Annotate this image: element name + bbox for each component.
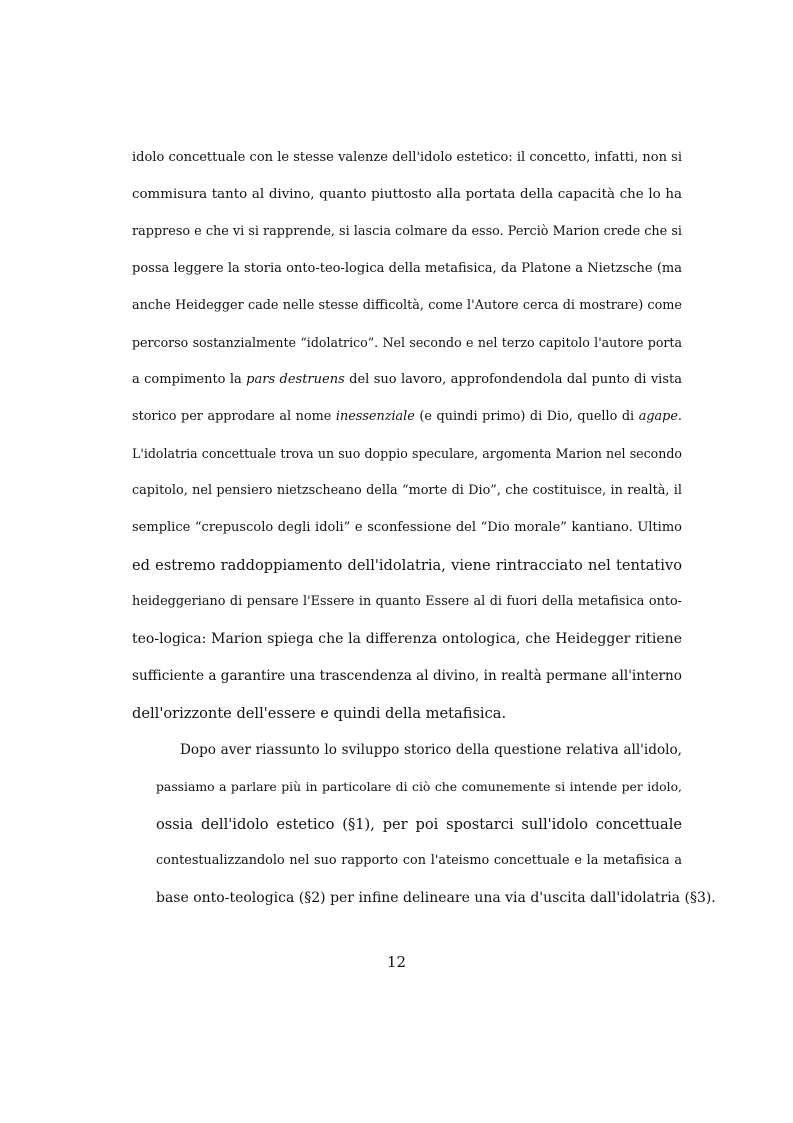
text-line <box>132 372 682 387</box>
text-span: del suo lavoro, approfondendola dal punto di vista <box>344 372 682 387</box>
text-line: heideggeriano di pensare l'Essere in quanto Essere al di fuori della metafisica onto- <box>132 594 682 609</box>
italic-term: inessenziale <box>335 409 415 424</box>
text-line: ed estremo raddoppiamento dell'idolatria, viene rintracciato nel tentativo <box>132 557 682 574</box>
text-line: idolo concettuale con le stesse valenze dell'idolo estetico: il concetto, infatti, non si <box>132 150 682 165</box>
italic-term: agape <box>638 409 678 424</box>
text-span: . <box>677 409 682 424</box>
text-line: percorso sostanzialmente “idolatrico”. Nel secondo e nel terzo capitolo l'autore porta <box>132 335 682 350</box>
text-line: passiamo a parlare più in particolare di ciò che comunemente si intende per idolo, <box>156 779 682 794</box>
page-number: 12 <box>386 953 407 971</box>
text-line: commisura tanto al divino, quanto piuttosto alla portata della capacità che lo ha <box>132 187 682 202</box>
text-line: semplice “crepuscolo degli idoli” e sconfessione del “Dio morale” kantiano. Ultimo <box>132 520 682 535</box>
text-line: Dopo aver riassunto lo sviluppo storico della questione relativa all'idolo, <box>180 742 682 758</box>
text-span: a compimento la <box>132 372 247 387</box>
italic-term: pars destruens <box>246 372 345 387</box>
text-line: L'idolatria concettuale trova un suo doppio speculare, argomenta Marion nel secondo <box>132 446 682 461</box>
text-line: rappreso e che vi si rapprende, si lascia colmare da esso. Perciò Marion crede che si <box>132 224 682 239</box>
text-line: base onto-teologica (§2) per infine delineare una via d'uscita dall'idolatria (§3). <box>156 890 716 906</box>
text-line: contestualizzandolo nel suo rapporto con l'ateismo concettuale e la metafisica a <box>156 853 682 868</box>
text-line <box>132 409 682 424</box>
text-line: possa leggere la storia onto-teo-logica della metafisica, da Platone a Nietzsche (ma <box>132 261 682 276</box>
text-span: (e quindi primo) di Dio, quello di <box>414 409 639 424</box>
text-line: ossia dell'idolo estetico (§1), per poi spostarci sull'idolo concettuale <box>156 816 682 833</box>
text-line: sufficiente a garantire una trascendenza al divino, in realtà permane all'interno <box>132 668 682 684</box>
text-line: dell'orizzonte dell'essere e quindi della metafisica. <box>132 705 507 722</box>
text-line: teo-logica: Marion spiega che la differenza ontologica, che Heidegger ritiene <box>132 631 682 647</box>
text-line: anche Heidegger cade nelle stesse difficoltà, come l'Autore cerca di mostrare) come <box>132 298 682 313</box>
text-span: storico per approdare al nome <box>132 409 336 424</box>
text-line: capitolo, nel pensiero nietzscheano della “morte di Dio”, che costituisce, in realtà, il <box>132 483 682 498</box>
